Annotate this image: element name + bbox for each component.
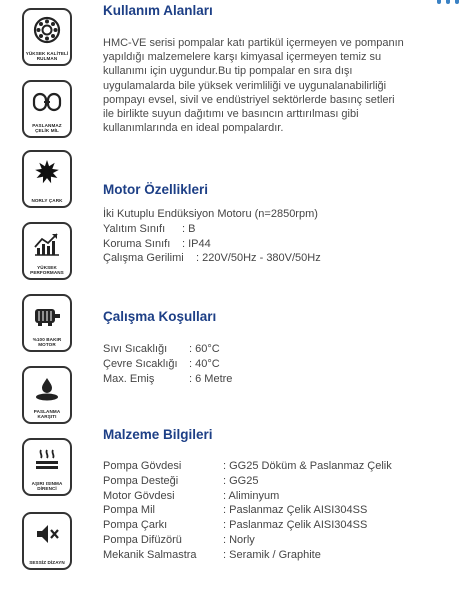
feature-silent [22, 512, 72, 570]
spec-row [103, 207, 321, 222]
spec-value: : Paslanmaz Çelik AISI304SS [223, 519, 368, 532]
spec-value: : Norly [223, 533, 255, 546]
feature-label: AŞIRI ISINMA DİRENCİ [31, 480, 63, 491]
spec-key: Çalışma Gerilimi [103, 252, 184, 265]
feature-label: PASLANMA KARŞITI [33, 408, 61, 419]
usage-line: yapıldığı malzemelere karşı kimyasal içermeyen temiz su [103, 51, 382, 64]
usage-line: pompayı evsel, sivil ve endüstriyel sektörlerde basınç setleri [103, 93, 395, 106]
spec-value: : IP44 [182, 237, 211, 250]
usage-line: uygulamalarda bile yüksek verimliliği ve uygunalanabilirliği [103, 79, 387, 92]
feature-label: NORLY ÇARK [31, 197, 63, 203]
material-specs [103, 459, 392, 563]
feature-sidebar [0, 0, 82, 609]
spec-value: : 60°C [189, 343, 220, 355]
decor-mark [437, 0, 441, 4]
impeller-icon [32, 158, 62, 186]
spec-key: Pompa Çarkı [103, 519, 168, 532]
spec-row [103, 518, 392, 533]
spec-key: Yalıtım Sınıfı [103, 222, 166, 235]
decor-mark [446, 0, 450, 4]
spec-value: : Seramik / Graphite [223, 548, 321, 561]
spec-key: Pompa Mil [103, 504, 155, 517]
usage-paragraph [103, 36, 453, 135]
spec-row [103, 533, 392, 548]
spec-key: Pompa Gövdesi [103, 460, 182, 472]
working-conditions [103, 342, 232, 386]
spec-key: Çevre Sıcaklığı [103, 357, 178, 370]
spec-row [103, 222, 321, 237]
section-title-motor: Motor Özellikleri [103, 182, 209, 197]
spec-row [103, 489, 392, 504]
feature-label: PASLANMAZ ÇELİK MİL [32, 122, 62, 133]
spec-key: Koruma Sınıfı [103, 237, 171, 250]
usage-line: kullanımı için uygundur.Bu tip pompalar en sıra dışı [103, 65, 353, 78]
spec-key: Sıvı Sıcaklığı [103, 343, 168, 355]
feature-label: SESSİZ DİZAYN [29, 559, 65, 565]
section-title-usage: Kullanım Alanları [103, 3, 213, 18]
usage-line: kullanımlarında en ideal pompalardır. [103, 122, 284, 135]
spec-value: : GG25 Döküm & Paslanmaz Çelik [223, 460, 392, 472]
spec-value: : 220V/50Hz - 380V/50Hz [196, 252, 321, 265]
spec-key: Mekanik Salmastra [103, 548, 197, 561]
spec-key: İki Kutuplu Endüksiyon Motoru (n=2850rpm) [103, 208, 318, 220]
section-title-working: Çalışma Koşulları [103, 309, 217, 324]
spec-value: : 6 Metre [189, 372, 233, 385]
spec-row [103, 459, 392, 474]
spec-row [103, 342, 232, 357]
feature-performance [22, 222, 72, 280]
feature-bearing [22, 8, 72, 66]
rust-resistant-icon [32, 374, 62, 402]
spec-row [103, 474, 392, 489]
shaft-icon [32, 88, 62, 116]
feature-rust [22, 366, 72, 424]
feature-shaft [22, 80, 72, 138]
spec-value: : 40°C [189, 357, 220, 370]
usage-line: HMC-VE serisi pompalar katı partikül içermeyen ve pompanın [103, 37, 404, 49]
feature-impeller [22, 150, 72, 208]
spec-key: Pompa Difüzörü [103, 533, 182, 546]
heat-resistant-icon [32, 446, 62, 474]
spec-value: : Paslanmaz Çelik AISI304SS [223, 504, 368, 517]
usage-line: ile birlikte suyun dağıtımı ve basıncın arttırılması gibi [103, 108, 359, 121]
decor-mark [455, 0, 459, 4]
feature-label: YÜKSEK KALİTELİ RULMAN [25, 50, 69, 61]
spec-row [103, 357, 232, 372]
feature-label: YÜKSEK PERFORMANS [30, 264, 64, 275]
spec-value: : B [182, 222, 196, 235]
bearing-icon [32, 16, 62, 44]
spec-row [103, 548, 392, 563]
performance-icon [32, 230, 62, 258]
spec-value: : Aliminyum [223, 489, 280, 502]
silent-icon [32, 520, 62, 548]
feature-motor [22, 294, 72, 352]
spec-key: Pompa Desteği [103, 474, 179, 487]
motor-specs [103, 207, 321, 266]
spec-row [103, 372, 232, 387]
spec-row [103, 251, 321, 266]
motor-icon [32, 302, 62, 330]
spec-key: Motor Gövdesi [103, 489, 175, 502]
spec-key: Max. Emiş [103, 372, 155, 385]
section-title-material: Malzeme Bilgileri [103, 427, 213, 442]
spec-value: : GG25 [223, 474, 259, 487]
spec-row [103, 503, 392, 518]
feature-heat [22, 438, 72, 496]
feature-label: %100 BAKIR MOTOR [32, 336, 62, 347]
spec-row [103, 237, 321, 252]
